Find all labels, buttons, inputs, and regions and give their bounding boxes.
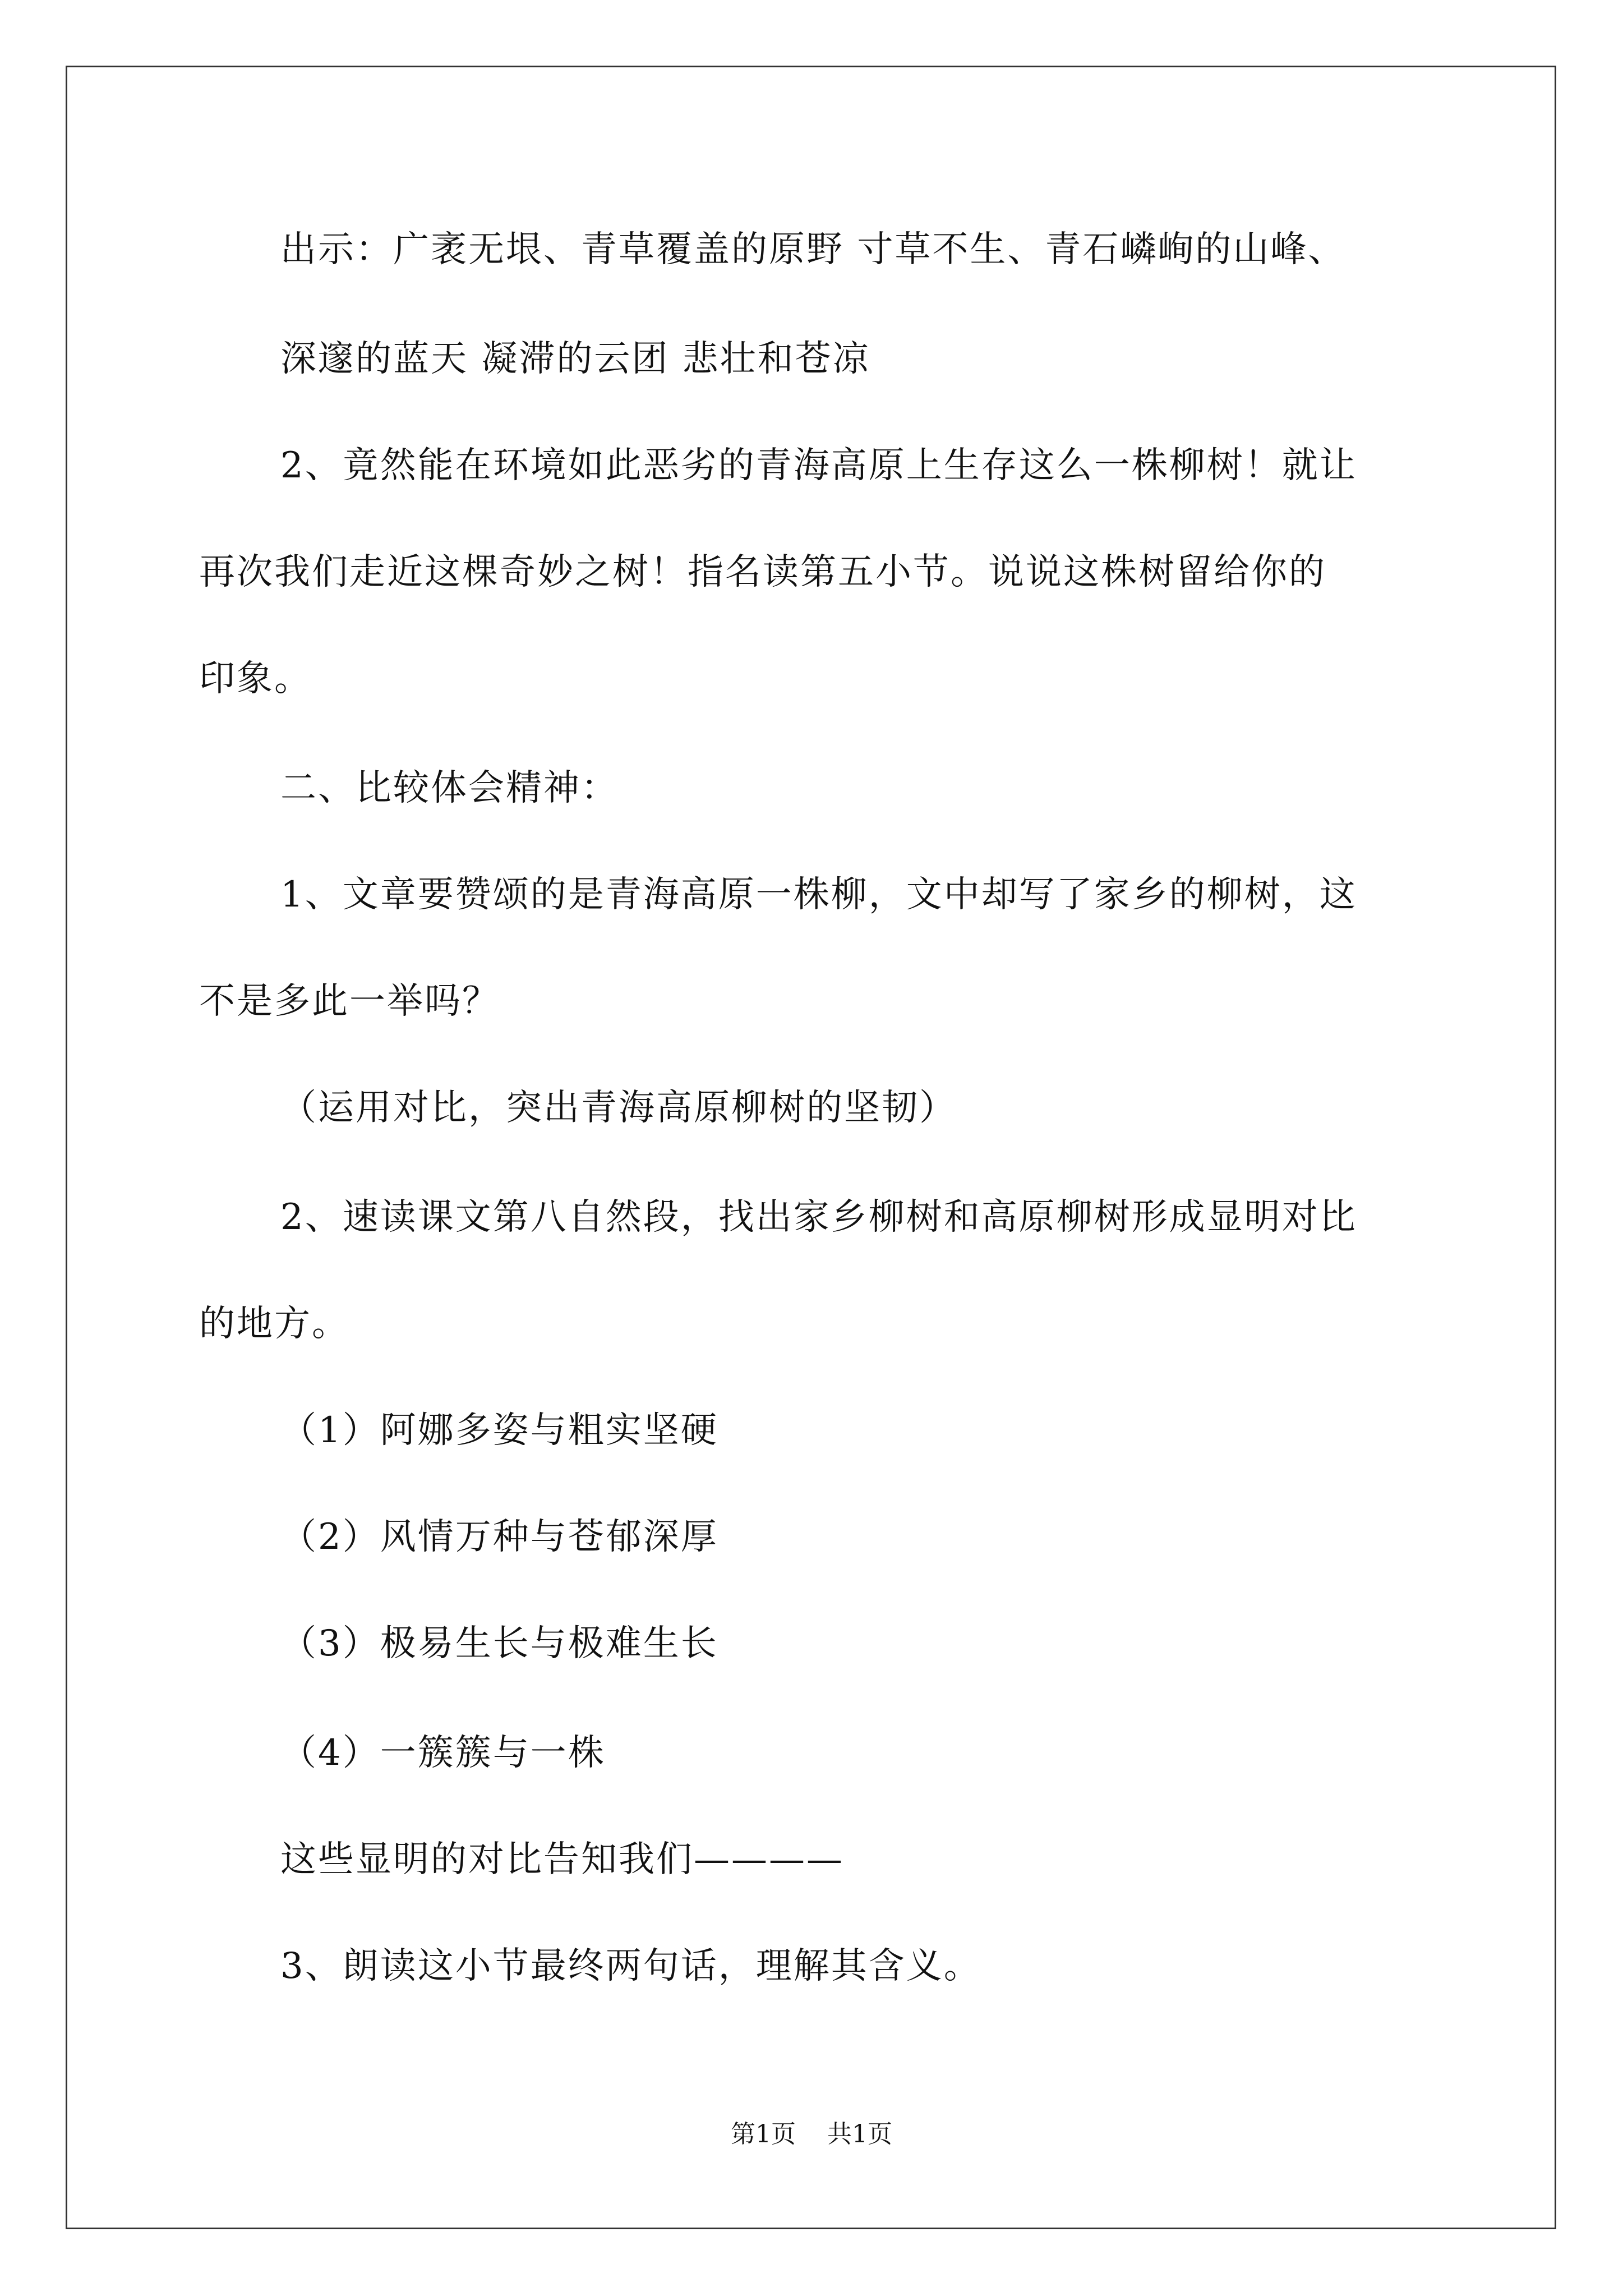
list-item: （1）阿娜多姿与粗实坚硬 <box>280 1410 718 1451</box>
list-item: （3）极易生长与极难生长 <box>280 1623 718 1664</box>
text-line: 1、文章要赞颂的是青海高原一株柳，文中却写了家乡的柳树，这 <box>280 874 1357 915</box>
section-heading: 二、比较体会精神： <box>280 767 619 809</box>
page-number-current: 第1页 <box>731 2120 796 2148</box>
list-item: （2）风情万种与苍郁深厚 <box>280 1516 718 1558</box>
text-line: 印象。 <box>199 658 312 700</box>
list-item: （4）一簇簇与一株 <box>280 1732 606 1774</box>
text-line: 的地方。 <box>199 1303 349 1345</box>
text-line: （运用对比，突出青海高原柳树的坚韧） <box>280 1087 957 1129</box>
text-line: 出示：广袤无垠、青草覆盖的原野 寸草不生、青石嶙峋的山峰、 <box>280 229 1346 270</box>
page-number-total: 共1页 <box>827 2120 892 2148</box>
text-line: 深邃的蓝天 凝滞的云团 悲壮和苍凉 <box>280 338 870 380</box>
page-footer <box>0 2118 1623 2151</box>
text-line: 2、竟然能在环境如此恶劣的青海高原上生存这么一株柳树！就让 <box>280 445 1357 486</box>
text-line: 3、朗读这小节最终两句话，理解其含义。 <box>280 1945 981 1987</box>
text-line: 2、速读课文第八自然段，找出家乡柳树和高原柳树形成显明对比 <box>280 1197 1357 1238</box>
text-line: 这些显明的对比告知我们———— <box>280 1839 844 1880</box>
page-border <box>66 66 1556 2229</box>
text-line: 不是多此一举吗？ <box>199 981 500 1022</box>
text-line: 再次我们走近这棵奇妙之树！指名读第五小节。说说这株树留给你的 <box>199 551 1326 593</box>
